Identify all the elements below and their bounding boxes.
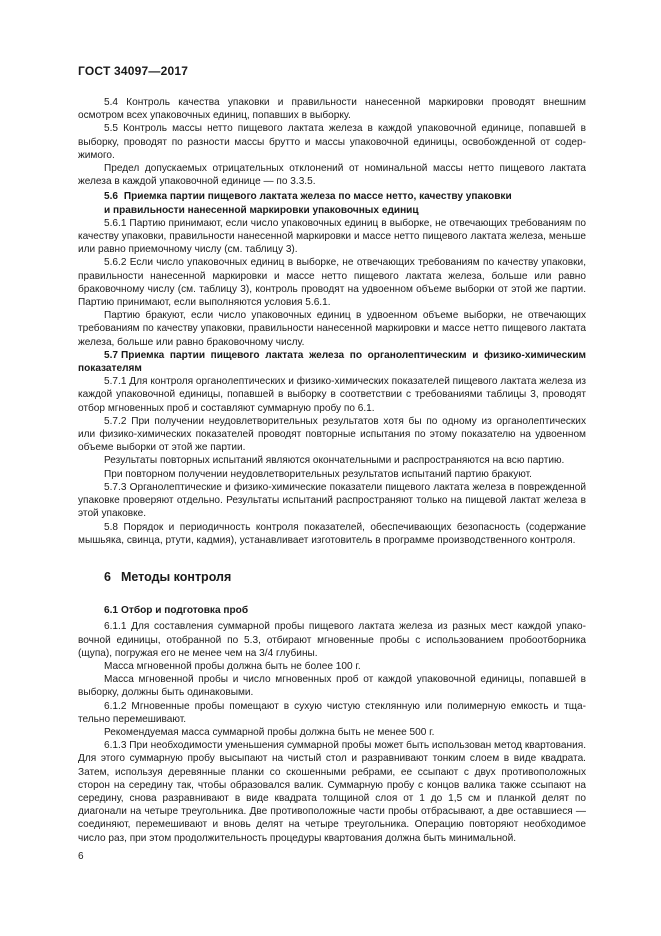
subsection-heading-5-6	[78, 190, 586, 216]
subsection-title-line-2: и правильности нанесенной маркировки упаковочных единиц	[104, 204, 419, 216]
clause-6-1-3: 6.1.3 При необходимости уменьшения суммарной пробы может быть использован метод квартования. Для этого суммарную пробу высыпают на чистый стол и разравнивают тонким слоем в виде квадрата. Затем, используя деревянные планки со скошенными ребрами, ее ссыпают с двух противоположных сторон на середину так, чтобы образовался валик. Суммарную пробу с концов валика также ссыпают на середину, снова разравнивают в виде квадрата толщиной слоя от 1 до 1,5 см и планкой делят по диагонали на четыре треугольника. Две противоположные части пробы отбрасывают, а две оставшиеся — соединяют, перемешивают и вновь делят на четыре треугольника. Операцию повторяют необходимое число раз, при этом продолжительность процедуры квартования должна быть минимальной.	[78, 740, 586, 844]
subsection-title: Приемка партии пищевого лактата железа по органолептическим и физико-химическим показателям	[78, 349, 586, 375]
clause-5-4: 5.4 Контроль качества упаковки и правильности нанесенной маркировки проводят внешним осмотром всех упаковочных единиц, попавших в выборку.	[78, 97, 586, 122]
clause-5-7-1: 5.7.1 Для контроля органолептических и физико-химических показателей пищевого лактата железа из каждой упаковочной единицы, попавшей в выборку в соответствии с требованиями таблицы 3, проводят отбор мгновенных проб и составляют суммарную пробу по 6.1.	[78, 376, 586, 414]
subsection-title: Отбор и подготовка проб	[121, 605, 249, 617]
clause-5-5-tolerance: Предел допускаемых отрицательных отклонений от номинальной массы нетто пищевого лактата железа в каждой упаковочной единице — по 3.3.5.	[78, 163, 586, 188]
clause-5-7-2: 5.7.2 При получении неудовлетворительных результатов хотя бы по одному из органолептических или физико-химических показателей проводят повторные испытания по этому показателю на удвоенном объеме выборки от этой же партии.	[78, 415, 586, 454]
standard-designation: ГОСТ 34097—2017	[78, 64, 189, 78]
clause-5-7-2-repeat: При повторном получении неудовлетворительных результатов испытаний партию бракуют.	[104, 468, 532, 480]
section-number: 6	[104, 569, 111, 584]
clause-6-1-1-mass: Масса мгновенной пробы должна быть не более 100 г.	[104, 660, 361, 672]
subsection-number: 5.7	[104, 349, 119, 361]
document-body	[78, 96, 586, 845]
clause-6-1-2: 6.1.2 Мгновенные пробы помещают в сухую чистую стеклянную или полимерную емкость и тщательно перемешивают.	[78, 700, 586, 725]
clause-5-6-2: 5.6.2 Если число упаковочных единиц в выборке, не отвечающих требованиям по качеству упаковки, правильности нанесенной маркировки и массе нетто пищевого лактата железа, больше или равно браковочному числу (см. таблицу 3), контроль проводят на удвоенном объеме выборки от этой же партии. Партию принимают, если выполняются условия 5.6.1.	[78, 257, 586, 309]
clause-6-1-1: 6.1.1 Для составления суммарной пробы пищевого лактата железа из разных мест каждой упаковочной единицы, отобранной по 5.3, отбирают мгновенные пробы с использованием пробоотборника (щупа), погружая его не менее чем на 3/4 глубины.	[78, 621, 586, 659]
clause-6-1-1-count: Масса мгновенной пробы и число мгновенных проб от каждой упаковочной единицы, попавшей в выборку, должны быть одинаковыми.	[78, 674, 586, 699]
clause-5-8: 5.8 Порядок и периодичность контроля показателей, обеспечивающих безопасность (содержание мышьяка, свинца, ртути, кадмия), устанавливает изготовитель в программе производственного контроля.	[78, 521, 586, 546]
clause-5-6-1: 5.6.1 Партию принимают, если число упаковочных единиц в выборке, не отвечающих требованиям по качеству упаковки, правильности нанесенной маркировки и массе нетто пищевого лактата железа, меньше или равно приемочному числу (см. таблицу 3).	[78, 217, 586, 256]
section-title: Методы контроля	[120, 569, 232, 584]
clause-6-1-2-mass: Рекомендуемая масса суммарной пробы должна быть не менее 500 г.	[104, 726, 435, 738]
clause-5-7-3: 5.7.3 Органолептические и физико-химические показатели пищевого лактата железа в поврежденной упаковке проверяют отдельно. Результаты испытаний распространяют только на пищевой лактат железа в этой упаковке.	[78, 481, 586, 520]
subsection-number: 6.1	[104, 605, 119, 617]
section-heading-6	[78, 571, 586, 584]
clause-5-6-2-reject: Партию бракуют, если число упаковочных единиц в удвоенном объеме выборки, не отвечающих требованиям по качеству упаковки, правильности нанесенной маркировки и массе нетто пищевого лактата железа, больше или равно браковочному числу.	[78, 310, 586, 348]
subsection-heading-5-7	[78, 349, 586, 375]
subsection-title-line-1: Приемка партии пищевого лактата железа по массе нетто, качеству упаковки	[123, 191, 512, 203]
subsection-number: 5.6	[104, 191, 119, 203]
page-number: 6	[78, 851, 84, 862]
clause-5-7-2-final: Результаты повторных испытаний являются окончательными и распространяются на всю партию.	[104, 455, 565, 467]
clause-5-5: 5.5 Контроль массы нетто пищевого лактата железа в каждой упаковочной единице, попавшей в выборку, проводят по разности массы брутто и массы упаковочной единицы, освобожденной от содержимого.	[78, 123, 586, 161]
subsection-heading-6-1	[78, 604, 586, 617]
